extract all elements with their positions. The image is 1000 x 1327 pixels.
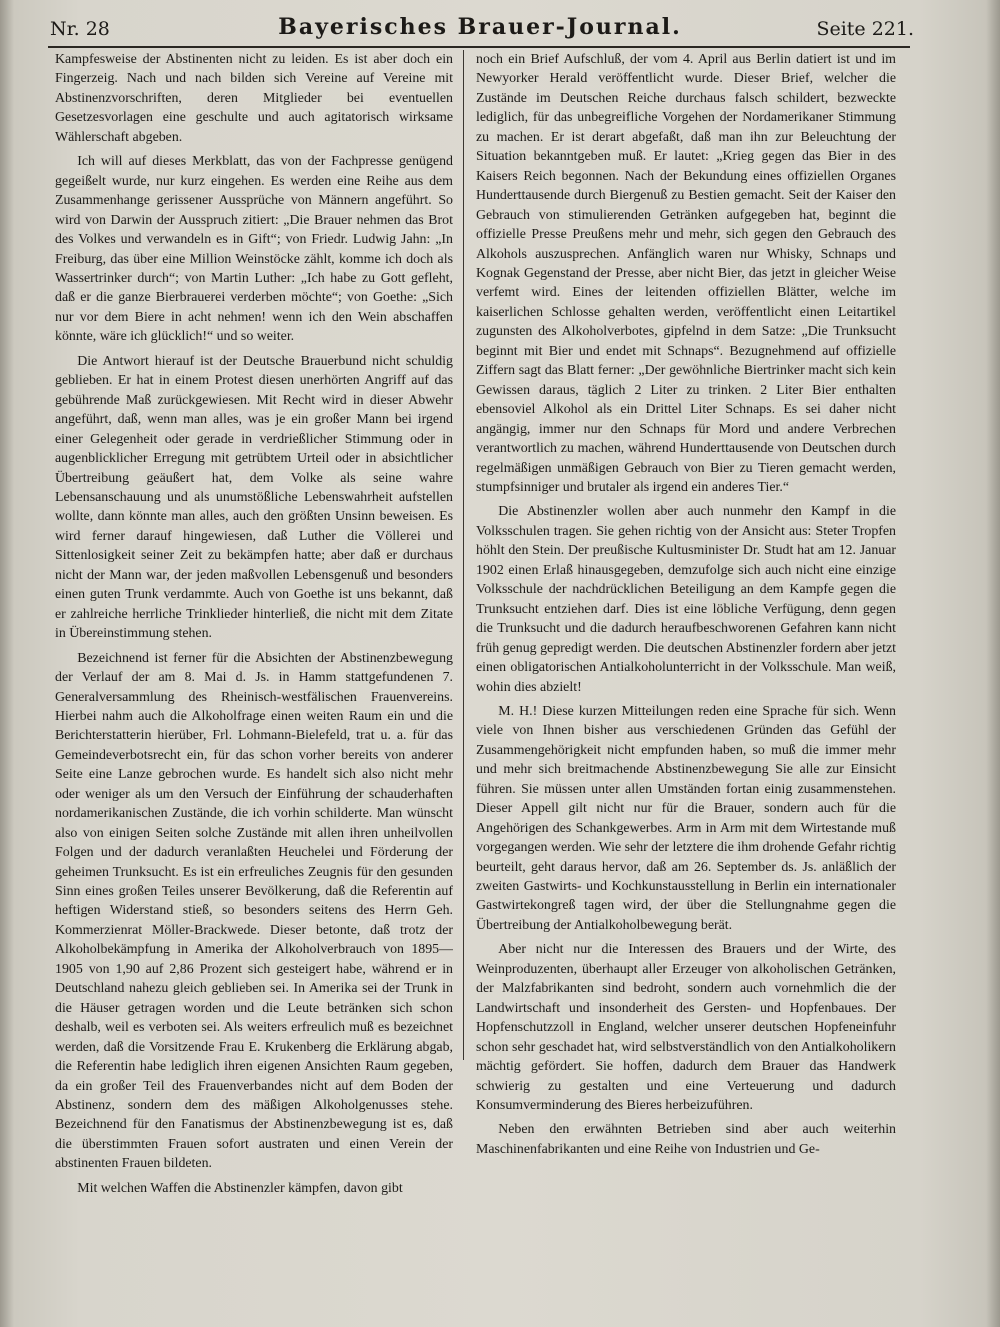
page-edge-left — [0, 0, 14, 1327]
paragraph: Aber nicht nur die Interessen des Brauers und der Wirte, des Weinproduzenten, überhaupt aller Erzeuger von alkoholischen Getränken, der Malzfabrikanten sind bedroht, sondern auch vornehmlich die der Landwirtschaft und insonderheit des Gersten- und Hopfenbaues. Der Hopfenschutzzoll in England, welcher unserer deutschen Hopfeneinfuhr schon sehr geschadet hat, wird selbstverständlich von den Antialkoholikern mächtig gefördert. Sie hoffen, dadurch dem Brauer das Handwerk schwierig zu gestalten und eine Verteuerung und dadurch Konsumverminderung des Bieres herbeizuführen. — [476, 942, 896, 1114]
page-number: Seite 221. — [816, 18, 914, 40]
page-edge-right — [986, 0, 1000, 1327]
paragraph: Bezeichnend ist ferner für die Absichten der Abstinenzbewegung der Verlauf der am 8. Mai d. Js. in Hamm stattgefundenen 7. Generalversammlung des Rheinisch-westfälischen Frauenvereins. Hierbei nahm auch die Alkoholfrage einen weiten Raum ein und die Berichterstatterin hierüber, Frl. Lohmann-Bielefeld, trat u. a. für das Gemeindeverbotsrecht ein, für das schon vorher bereits von anderer Seite eine Lanze gebrochen wurde. Es handelt sich also nicht mehr oder weniger als um den Versuch der Einführung der schauderhaften nordamerikanischen Zustände, die ich vorhin schilderte. Man wünscht also von einigen Seiten solche Zustände mit allen ihren unheilvollen Folgen und der dadurch veranlaßten Heuchelei und Förderung der geheimen Trunksucht. Es ist ein erfreuliches Zeugnis für den gesunden Sinn eines großen Teiles unserer Bevölkerung, daß die Referentin auf heftigen Widerstand stieß, so besonders seitens des Herrn Geh. Kommerzienrat Möller-Brackwede. Dieser betonte, daß trotz der Alkoholbekämpfung in Amerika der Alkoholverbrauch von 1895—1905 von 1,90 auf 2,86 Prozent sich gesteigert habe, während er in Deutschland nahezu gleich geblieben sei. In Amerika sei der Trunk in die Häuser getragen worden und die Leute betränken sich schon deshalb, weil es verboten sei. Als weiters erfreulich muß es bezeichnet werden, daß die Vorsitzende Frau E. Krukenberg die Erklärung abgab, die Referentin habe lediglich ihren eigenen Ansichten Raum gegeben, da ein großer Teil des Frauenverbandes nicht auf dem Boden der Abstinenz, sondern dem des mäßigen Alkoholgenusses stehe. Bezeichnend für den Fanatismus der Abstinenzbewegung ist es, daß die überstimmten Frauen sofort austraten und einen Verein der abstinenten Frauen bildeten. — [55, 650, 453, 1172]
column-divider — [463, 50, 464, 1060]
page-header — [40, 14, 920, 44]
left-column — [55, 50, 453, 1307]
paragraph: Kampfesweise der Abstinenten nicht zu leiden. Es ist aber doch ein Fingerzeig. Nach und nach bilden sich Vereine auf Vereine mit Abstinenzvorschriften, deren Mitglieder bei eventuellen Gesetzesvorlagen eine geschulte und auch agitatorisch wirksame Wählerschaft abgeben. — [55, 52, 453, 145]
paragraph: Die Abstinenzler wollen aber auch nunmehr den Kampf in die Volksschulen tragen. Sie gehen richtig von der Ansicht aus: Steter Tropfen höhlt den Stein. Der preußische Kultusminister Dr. Studt hat am 12. Januar 1902 einen Erlaß hinausgegeben, demzufolge sich auch nicht eine einzige Volksschule der nachdrücklichen Beteiligung an dem Kampfe gegen die Trunksucht entziehen darf. Dies ist eine löbliche Verfügung, denn gegen die Trunksucht und die dadurch heraufbeschworenen Gefahren kann nicht früh genug gepredigt werden. Die deutschen Abstinenzler fordern aber jetzt einen obligatorischen Antialkoholunterricht in der Volksschule. Man weiß, wohin dies abzielt! — [476, 504, 896, 695]
paragraph: M. H.! Diese kurzen Mitteilungen reden eine Sprache für sich. Wenn viele von Ihnen bisher aus verschiedenen Gründen das Gefühl der Zusammengehörigkeit nicht empfunden haben, so muß die immer mehr und mehr sich breitmachende Abstinenzbewegung Sie alle zur Einsicht führen. Sie müssen unter allen Umständen fortan einig zusammenstehen. Dieser Appell gilt nicht nur für die Brauer, sondern auch für die Angehörigen des Schankgewerbes. Arm in Arm mit dem Wirtestande muß vorgegangen werden. Wie sehr der letztere die ihm drohende Gefahr richtig beurteilt, geht daraus hervor, daß am 26. September ds. Js. anläßlich der zweiten Gastwirts- und Kochkunstausstellung in Berlin ein internationaler Gastwirtekongreß tagen wird, der über die Stellungnahme gegen die Übertreibung der Antialkoholbewegung berät. — [476, 703, 896, 933]
paragraph: noch ein Brief Aufschluß, der vom 4. April aus Berlin datiert ist und im Newyorker Herald veröffentlicht wurde. Dieser Brief, welcher die Zustände im Deutschen Reiche durchaus falsch schildert, bezweckte lediglich, für das unbegreifliche Vorgehen der Nordamerikaner Stimmung zu machen. Er ist derart abgefaßt, daß man ihn zur Beleuchtung der Situation bekanntgeben muß. Er lautet: „Krieg gegen das Bier in des Kaisers Reich begonnen. Nach der Bekundung eines offiziellen Organes Hunderttausende durch Biergenuß zu Bestien gemacht. Seit der Kaiser den Gebrauch von stimulierenden Getränken aufgegeben hat, beginnt die offizielle Presse Preußens mehr und mehr, sich gegen den Gebrauch des Alkohols auszusprechen. Anfänglich waren nur Whisky, Schnaps und Kognak Gegenstand der Presse, aber nicht Bier, das jetzt in gleicher Weise verfemt wird. Eines der leitenden offiziellen Blätter, welche im kaiserlichen Schlosse gehalten werden, veröffentlicht einen Leitartikel zugunsten des Alkoholverbotes, gipfelnd in dem Satze: „Die Trunksucht beginnt mit Bier und endet mit Schnaps“. Bezugnehmend auf offizielle Ziffern sagt das Blatt ferner: „Der gewöhnliche Biertrinker macht sich kein Gewissen daraus, täglich 2 Liter zu trinken. 2 Liter Bier enthalten ebensoviel Alkohol als ein Drittel Liter Schnaps. Es sei daher nicht angängig, immer nur den Schnaps für Mord und andere Verbrechen verantwortlich zu machen, während Hunderttausende von Deutschen durch regelmäßigen unmäßigen Gebrauch von Bier zu Tieren gemacht werden, stumpfsinniger und brutaler als irgend ein anderes Tier.“ — [476, 52, 896, 495]
paragraph: Neben den erwähnten Betrieben sind aber auch weiterhin Maschinenfabrikanten und eine Reihe von Industrien und Ge- — [476, 1122, 896, 1157]
right-column — [476, 50, 896, 1307]
header-rule — [48, 46, 910, 48]
paragraph: Die Antwort hierauf ist der Deutsche Brauerbund nicht schuldig geblieben. Er hat in einem Protest diesen unerhörten Angriff auf das gebührende Maß zurückgewiesen. Mit Recht wird in dieser Abwehr angeführt, daß, wenn man alles, was je ein großer Mann bei irgend einer Gelegenheit oder gerade in verdrießlicher Stimmung oder in augenblicklicher Erregung mit getrübtem Urteil oder in absichtlicher Übertreibung geäußert hat, dem Volke als seine wahre Lebensanschauung und als unumstößliche Lebenswahrheit aufstellen wollte, dann könnte man alles, auch den größten Unsinn beweisen. Es wird ferner darauf hingewiesen, daß Luther die Völlerei und Sittenlosigkeit seiner Zeit zu bekämpfen hatte; aber daß er durchaus nicht der Mann war, der jeden maßvollen Lebensgenuß und besonders einen guten Trunk verdammte. Auch von Goethe ist uns bekannt, daß er zahlreiche herrliche Trinklieder hinterließ, die nicht mit dem Zitate in Übereinstimmung stehen. — [55, 353, 453, 642]
paragraph: Ich will auf dieses Merkblatt, das von der Fachpresse genügend gegeißelt wurde, nur kurz eingehen. Es werden eine Reihe aus dem Zusammenhange gerissener Aussprüche von Männern angeführt. So wird von Darwin der Ausspruch zitiert: „Die Brauer nehmen das Brot des Volkes und verwandeln es in Gift“; von Friedr. Ludwig Jahn: „In Freiburg, das über eine Million Weinstöcke zählt, komme ich doch als Wassertrinker durch“; von Martin Luther: „Ich habe zu Gott gefleht, daß er die ganze Bierbrauerei verderben möchte“; von Goethe: „Sich nur vor dem Biere in acht nehmen! wenn ich den Wein abschaffen könnte, wäre ich glücklich!“ und so weiter. — [55, 154, 453, 345]
paragraph: Mit welchen Waffen die Abstinenzler kämpfen, davon gibt — [77, 1180, 403, 1196]
journal-title: Bayerisches Brauer-Journal. — [278, 14, 682, 40]
issue-number: Nr. 28 — [50, 18, 110, 40]
